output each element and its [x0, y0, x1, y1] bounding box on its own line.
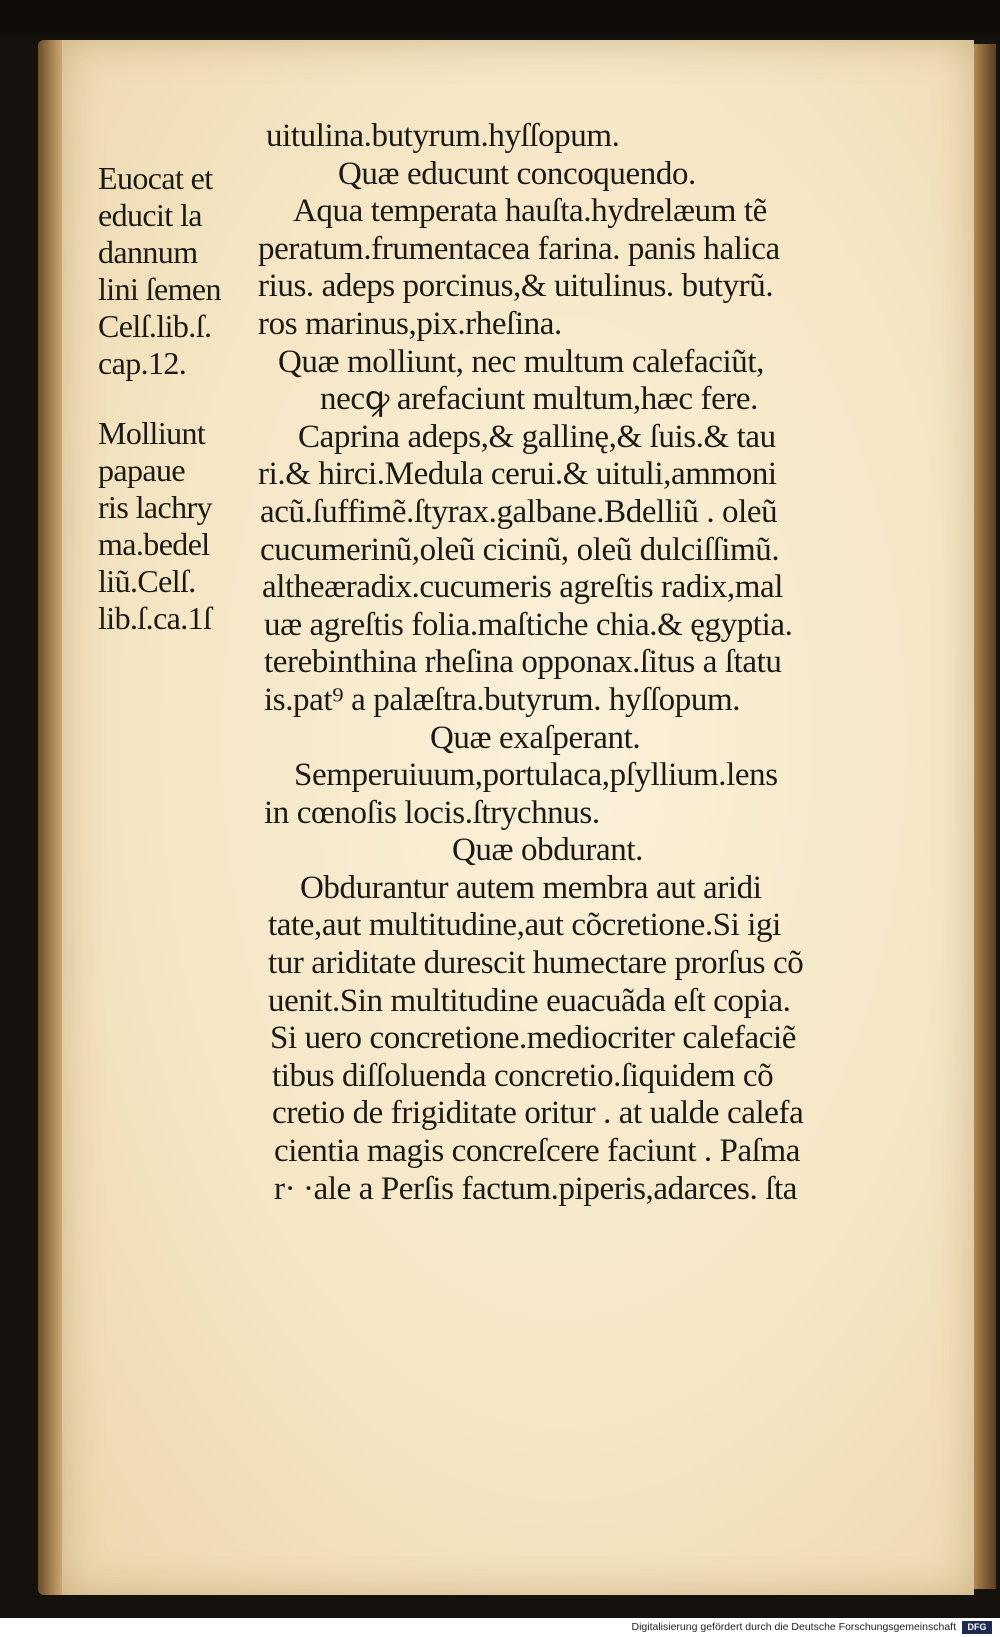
- text-line: Quæ exaſperant.: [430, 719, 641, 756]
- text-line: acũ.ſuffimẽ.ſtyrax.galbane.Bdelliũ . oleũ: [260, 493, 778, 530]
- text-line: cretio de frigiditate oritur . at ualde calefa: [272, 1095, 804, 1132]
- margin-note-line: Euocat et: [98, 160, 213, 196]
- text-line: altheæradix.cucumeris agreſtis radix,mal: [262, 569, 783, 606]
- text-line: uitulina.butyrum.hyſſopum.: [266, 118, 620, 154]
- text-line: necꝙ arefaciunt multum,hæc fere.: [320, 381, 759, 418]
- text-line: Caprina adeps,& gallinę,& ſuis.& tau: [298, 418, 776, 455]
- text-line: r· ·ale a Perſis factum.piperis,adarces. ſta: [274, 1170, 797, 1207]
- text-line: tur ariditate durescit humectare prorſus cõ: [268, 945, 804, 982]
- margin-note-line: dannum: [98, 234, 198, 270]
- text-line: Obdurantur autem membra aut aridi: [300, 869, 762, 906]
- text-line: Quæ educunt concoquendo.: [338, 155, 696, 192]
- text-line: Quæ molliunt, nec multum calefaciũt,: [278, 343, 764, 380]
- text-line: peratum.frumentacea farina. panis halica: [258, 230, 780, 267]
- text-line: cientia magis concreſcere faciunt . Paſma: [274, 1133, 801, 1170]
- scan-top-band: [0, 0, 1000, 36]
- main-text-block: [258, 118, 908, 1208]
- margin-note: [98, 160, 258, 382]
- text-line: is.pat⁹ a palæſtra.butyrum. hyſſopum.: [264, 681, 741, 718]
- margin-note-line: educit la: [98, 197, 202, 233]
- text-line: in cœnoſis locis.ſtrychnus.: [264, 794, 600, 831]
- margin-note-line: ris lachry: [98, 489, 212, 525]
- margin-note-line: liũ.Celſ.: [98, 563, 196, 599]
- margin-notes: [98, 160, 258, 670]
- text-line: Aqua temperata hauſta.hydrelæum tẽ: [293, 193, 767, 230]
- margin-note-line: lib.ſ.ca.1ſ: [98, 600, 212, 636]
- margin-note: [98, 415, 258, 637]
- text-line: Quæ obdurant.: [452, 832, 643, 869]
- text-line: cucumerinũ,oleũ cicinũ, oleũ dulciſſimũ.: [260, 531, 780, 568]
- footer-credit: Digitalisierung gefördert durch die Deutsche Forschungsgemeinschaft: [631, 1621, 956, 1633]
- margin-note-line: lini ſemen: [98, 271, 221, 307]
- text-line: Si uero concretione.mediocriter calefaciẽ: [270, 1020, 796, 1057]
- text-line: uæ agreſtis folia.maſtiche chia.& ęgyptia.: [264, 606, 793, 643]
- text-line: ri.& hirci.Medula cerui.& uituli,ammoni: [258, 456, 777, 493]
- text-line: tibus diſſoluenda concretio.ſiquidem cõ: [272, 1057, 774, 1094]
- text-line: tate,aut multitudine,aut cõcretione.Si igi: [268, 907, 781, 944]
- margin-note-line: Celſ.lib.ſ.: [98, 308, 212, 344]
- text-line: ros marinus,pix.rheſina.: [258, 305, 562, 342]
- text-line: Semperuiuum,portulaca,pſyllium.lens: [294, 757, 778, 794]
- dfg-logo: DFG: [962, 1621, 992, 1634]
- text-line: uenit.Sin multitudine euacuãda eſt copia.: [268, 982, 791, 1019]
- margin-note-line: cap.12.: [98, 345, 187, 381]
- text-line: terebinthina rheſina opponax.ſitus a ſtatu: [264, 644, 782, 681]
- text-line: rius. adeps porcinus,& uitulinus. butyrũ.: [258, 268, 774, 305]
- margin-note-line: papaue: [98, 452, 186, 488]
- margin-note-line: ma.bedel: [98, 526, 210, 562]
- margin-note-line: Molliunt: [98, 415, 206, 451]
